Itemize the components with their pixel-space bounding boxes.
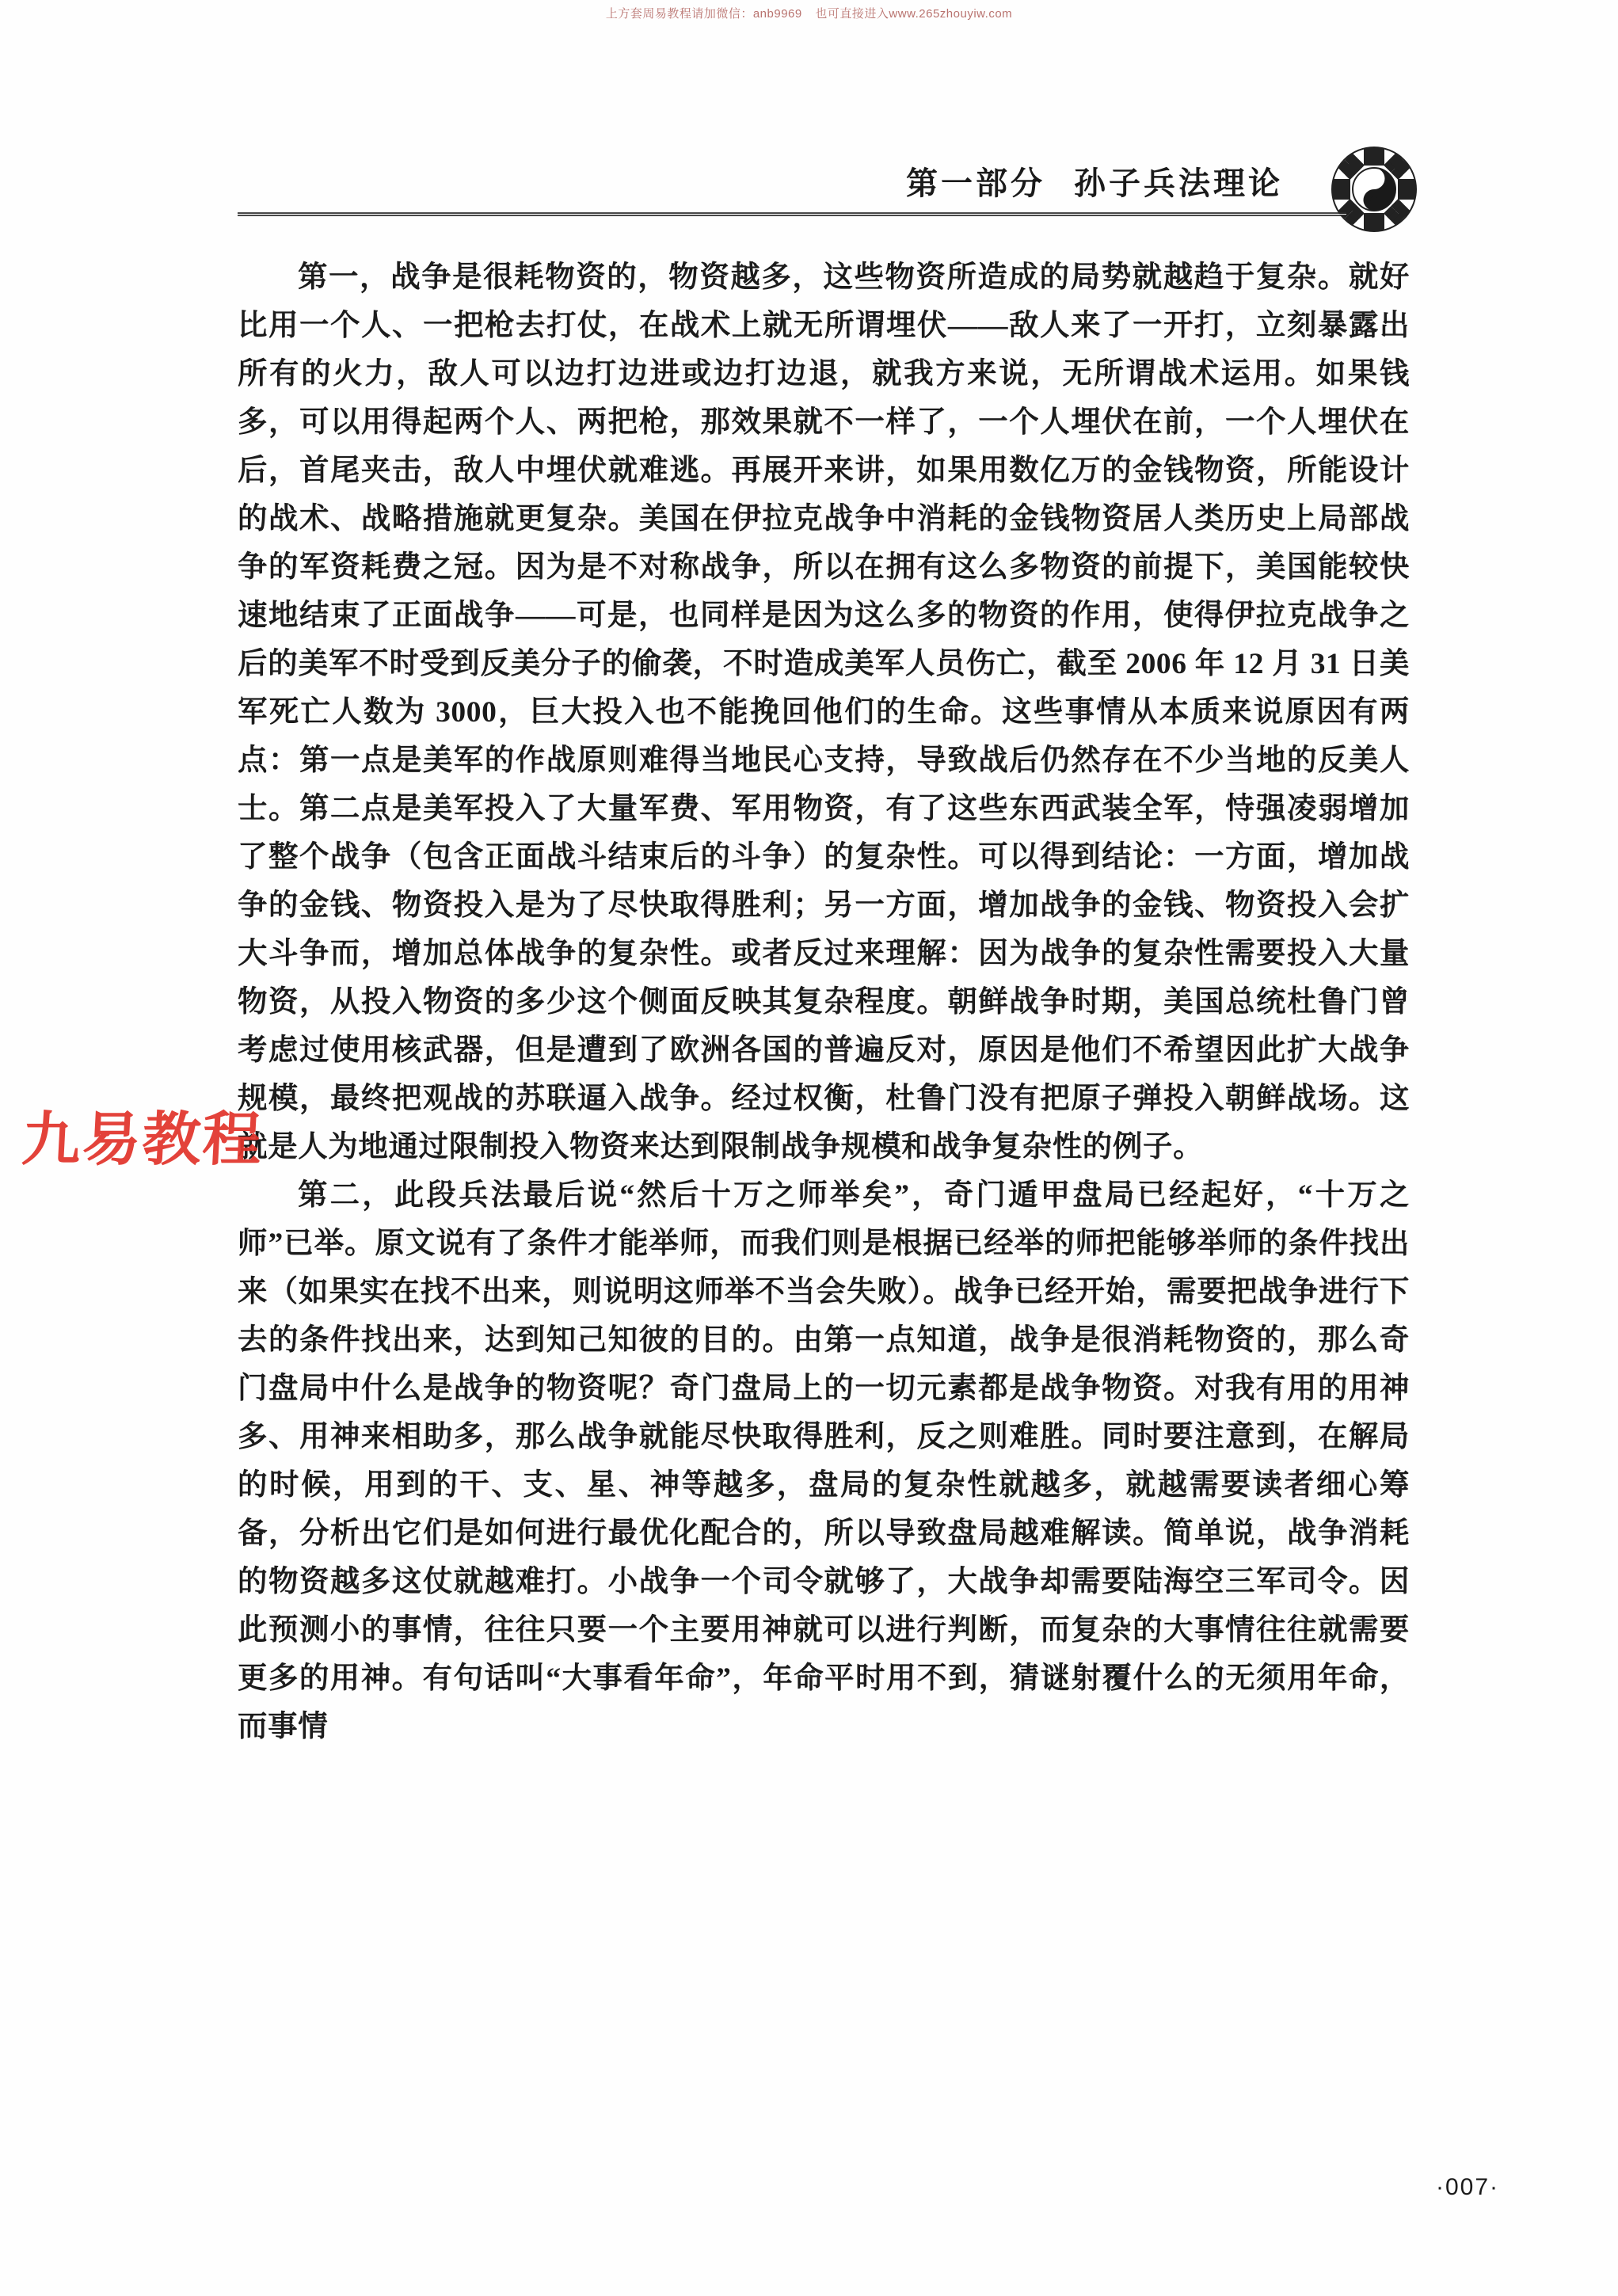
header-chapter-label: 孙子兵法理论 [1074, 166, 1283, 201]
top-notice-right: 也可直接进入www.265zhouyiw.com [815, 7, 1013, 21]
top-notice-strip [0, 5, 1618, 21]
page-footer [0, 2174, 1499, 2201]
taiji-bagua-emblem-icon [1331, 146, 1418, 233]
page-body [238, 253, 1410, 1751]
paragraph: 第二，此段兵法最后说“然后十万之师举矣”，奇门遁甲盘局已经起好，“十万之师”已举。原文说有了条件才能举师，而我们则是根据已经举的师把能够举师的条件找出来（如果实在找不出来，则说明这师举不当会失败）。战争已经开始，需要把战争进行下去的条件找出来，达到知己知彼的目的。由第一点知道，战争是很消耗物资的，那么奇门盘局中什么是战争的物资呢？奇门盘局上的一切元素都是战争物资。对我有用的用神多、用神来相助多，那么战争就能尽快取得胜利，反之则难胜。同时要注意到，在解局的时候，用到的干、支、星、神等越多，盘局的复杂性就越多，就越需要读者细心筹备，分析出它们是如何进行最优化配合的，所以导致盘局越难解读。简单说，战争消耗的物资越多这仗就越难打。小战争一个司令就够了，大战争却需要陆海空三军司令。因此预测小的事情，往往只要一个主要用神就可以进行判断，而复杂的大事情往往就需要更多的用神。有句话叫“大事看年命”，年命平时用不到，猜谜射覆什么的无须用年命，而事情 [238, 1179, 1410, 1743]
header-title [906, 158, 1283, 204]
paragraph: 第一，战争是很耗物资的，物资越多，这些物资所造成的局势就越趋于复杂。就好比用一个人、一把枪去打仗，在战术上就无所谓埋伏——敌人来了一开打，立刻暴露出所有的火力，敌人可以边打边进或边打边退，就我方来说，无所谓战术运用。如果钱多，可以用得起两个人、两把枪，那效果就不一样了，一个人埋伏在前，一个人埋伏在后，首尾夹击，敌人中埋伏就难逃。再展开来讲，如果用数亿万的金钱物资，所能设计的战术、战略措施就更复杂。美国在伊拉克战争中消耗的金钱物资居人类历史上局部战争的军资耗费之冠。因为是不对称战争，所以在拥有这么多物资的前提下，美国能较快速地结束了正面战争——可是，也同样是因为这么多的物资的作用，使得伊拉克战争之后的美军不时受到反美分子的偷袭，不时造成美军人员伤亡，截至 2006 年 12 月 31 日美军死亡人数为 3000，巨大投入也不能挽回他们的生命。这些事情从本质来说原因有两点：第一点是美军的作战原则难得当地民心支持，导致战后仍然存在不少当地的反美人士。第二点是美军投入了大量军费、军用物资，有了这些东西武装全军，恃强凌弱增加了整个战争（包含正面战斗结束后的斗争）的复杂性。可以得到结论：一方面，增加战争的金钱、物资投入是为了尽快取得胜利；另一方面，增加战争的金钱、物资投入会扩大斗争而，增加总体战争的复杂性。或者反过来理解：因为战争的复杂性需要投入大量物资，从投入物资的多少这个侧面反映其复杂程度。朝鲜战争时期，美国总统杜鲁门曾考虑过使用核武器，但是遭到了欧洲各国的普遍反对，原因是他们不希望因此扩大战争规模，最终把观战的苏联逼入战争。经过权衡，杜鲁门没有把原子弹投入朝鲜战场。这就是人为地通过限制投入物资来达到限制战争规模和战争复杂性的例子。 [238, 261, 1410, 1163]
page-header [238, 150, 1418, 246]
page-number: ·007· [1435, 2174, 1499, 2200]
top-notice-left: 上方套周易教程请加微信：anb9969 [605, 7, 802, 21]
header-part-label: 第一部分 [906, 166, 1045, 201]
header-divider [238, 212, 1346, 216]
watermark-logo: 九易教程 [20, 1106, 265, 1172]
